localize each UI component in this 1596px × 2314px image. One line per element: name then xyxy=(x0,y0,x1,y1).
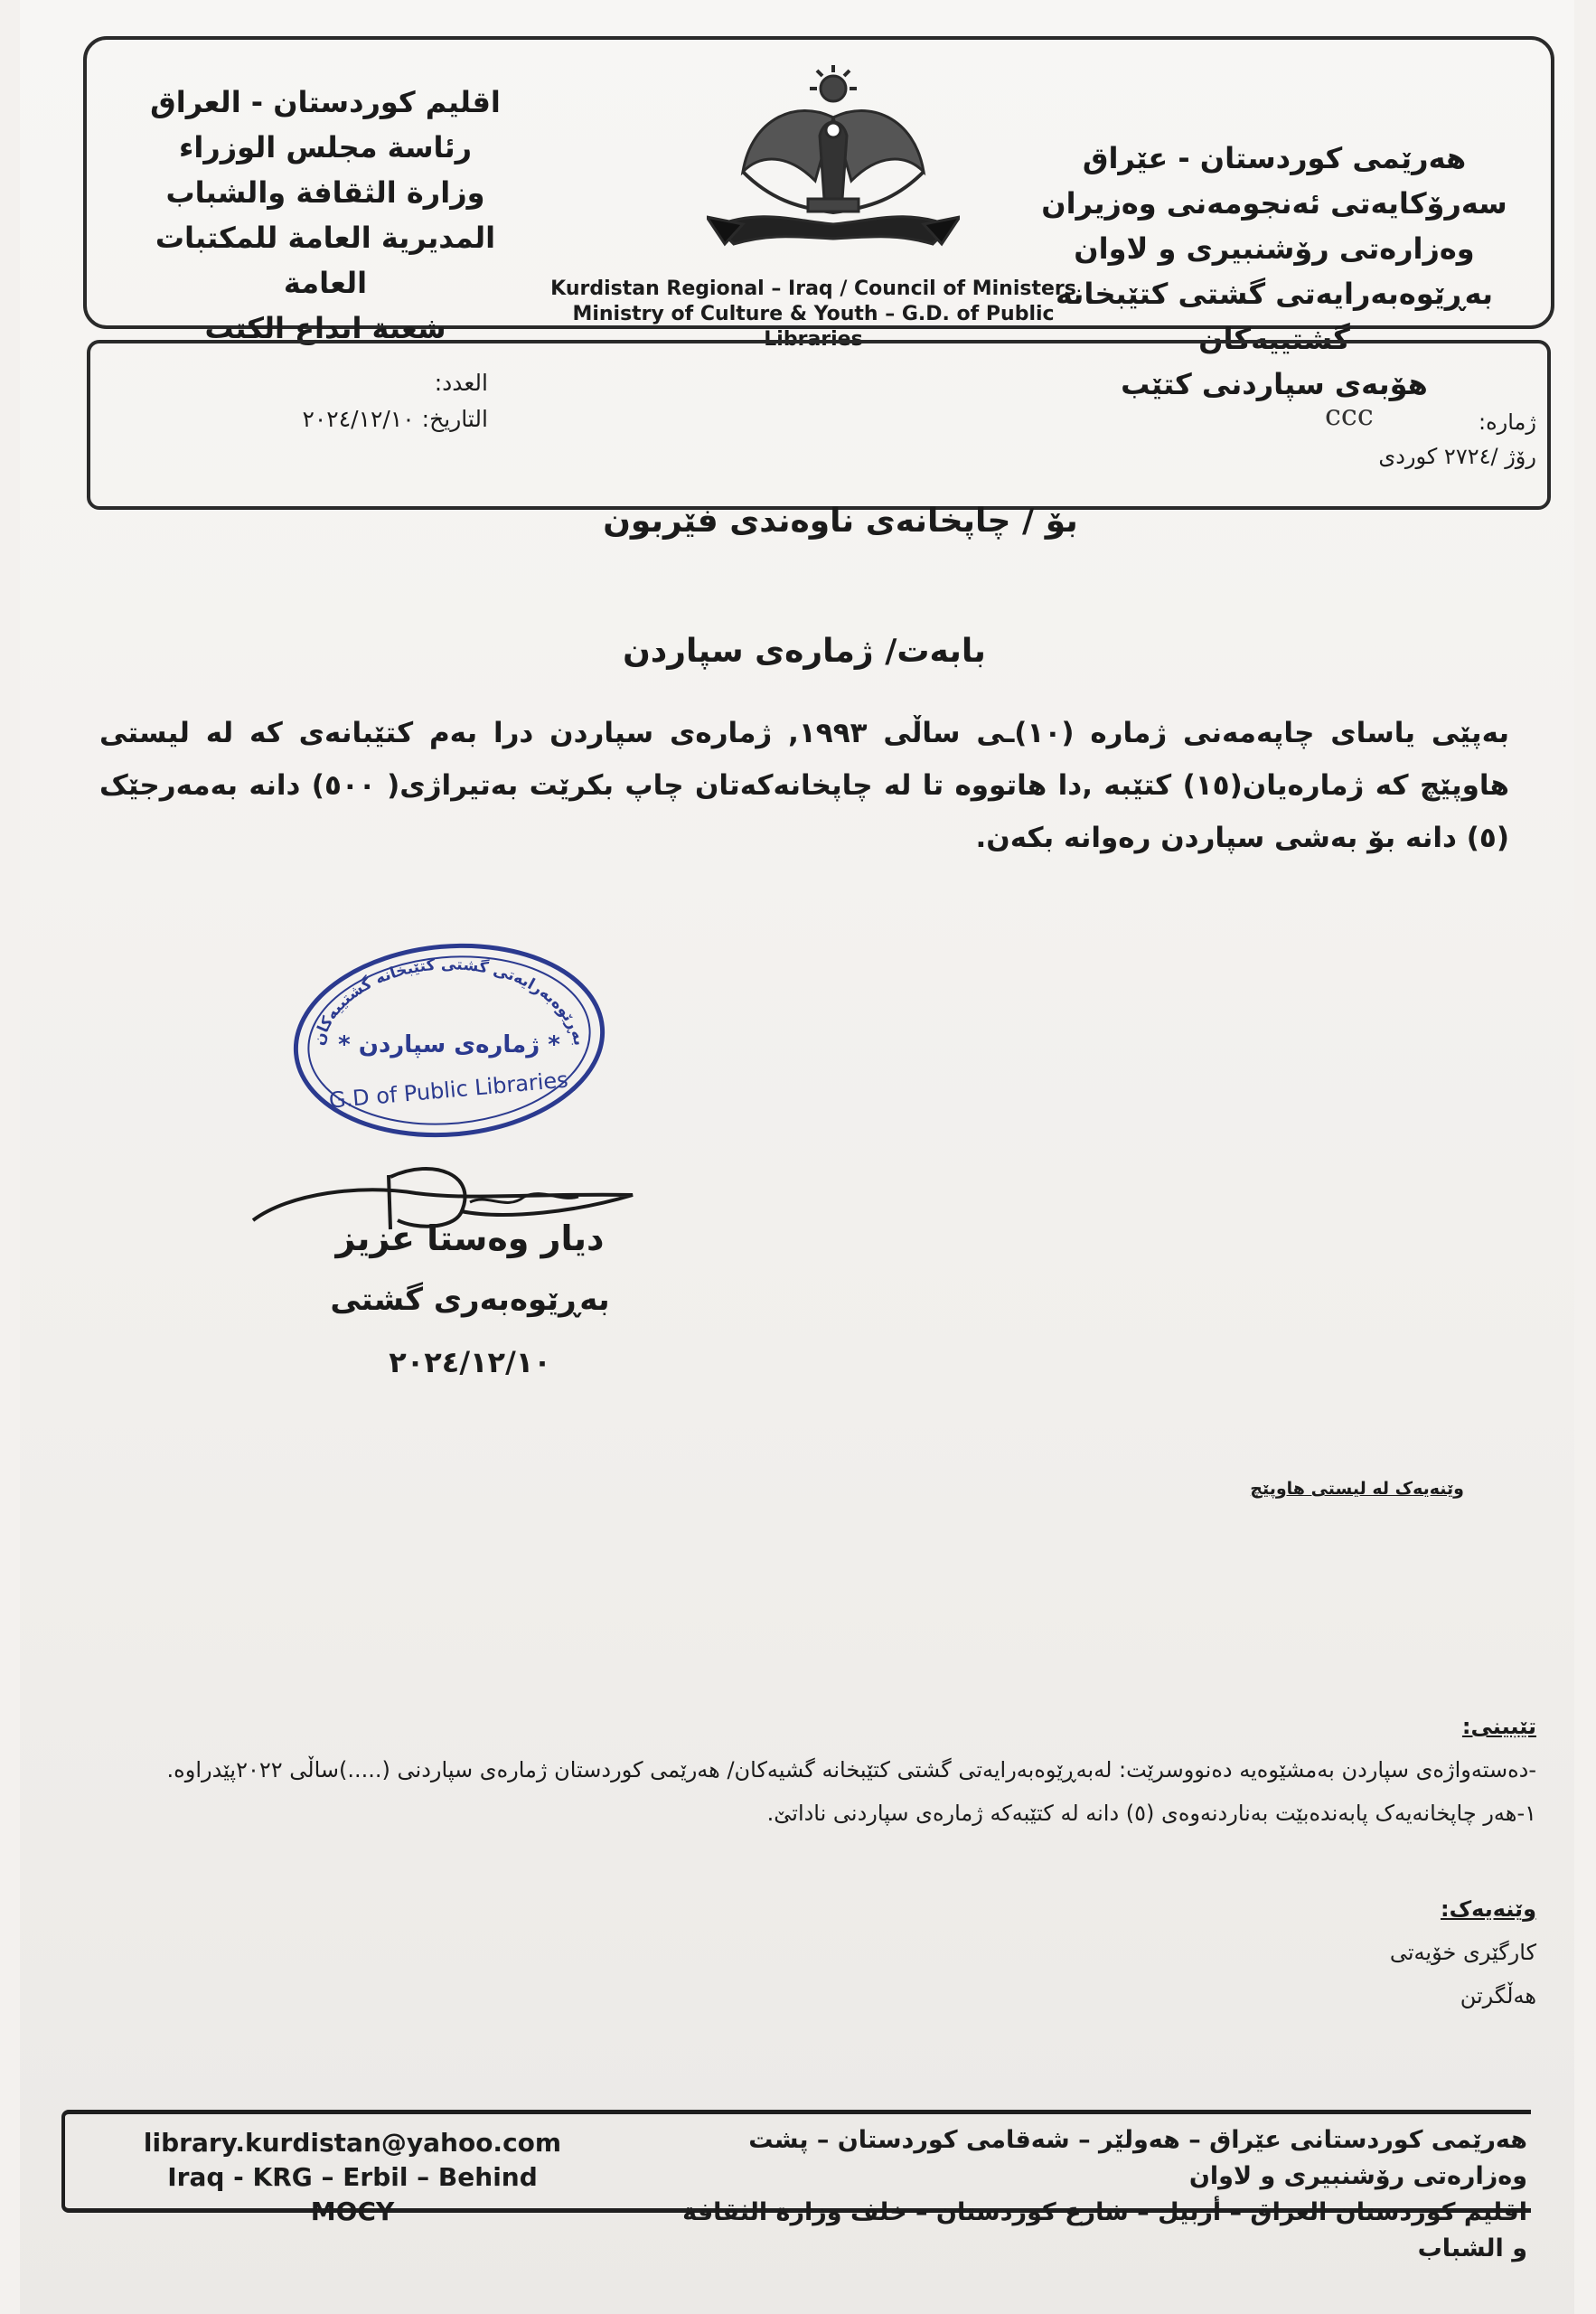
copy-item: کارگێری خۆیەتی xyxy=(1389,1940,1536,1965)
letter-body: بەپێی یاسای چاپەمەنی ژمارە (١٠)ـی ساڵی ١٩٩٣, ژمارەی سپاردن درا بەم کتێبانەی کە لە لیستی هاوپێچ کە ژمارەیان(١٥) کتێبە ,دا هاتووە تا لە چاپخانەکەتان چاپ بکرێت بەتیراژی( ٥٠٠) دانە بەمەرجێک (٥) دانە بۆ بەشی سپاردن رەوانە بکەن. xyxy=(99,717,1510,854)
stamp-middle-text: * ژمارەی سپاردن * xyxy=(338,1031,560,1058)
stamp-bottom-text: G.D of Public Libraries xyxy=(327,1067,569,1114)
footer-email: library.kurdistan@yahoo.com xyxy=(143,2128,562,2158)
official-stamp xyxy=(287,936,611,1144)
number-label-ku: ژمارە: xyxy=(1478,409,1536,435)
english-header-line-2: Ministry of Culture & Youth – G.D. of Public Libraries xyxy=(572,303,1055,351)
signature-date: ٢٠٢٤/١٢/١٠ xyxy=(389,1345,551,1379)
arabic-header-line: المديرية العامة للمكتبات العامة xyxy=(155,221,496,300)
notes-title: تێبینی: xyxy=(1461,1714,1536,1739)
date-label-ku: رۆژ xyxy=(1505,444,1536,469)
date-label-ar: التاريخ: xyxy=(421,406,488,432)
kurdish-header-line: هۆبەی سپاردنی کتێب xyxy=(1121,367,1428,401)
subject-line: بابەت/ ژمارەی سپاردن xyxy=(623,633,986,670)
handwritten-number: ccc xyxy=(1325,398,1374,432)
arabic-reference xyxy=(253,365,488,437)
date-value-ku: /٢٧٢٤ کوردی xyxy=(1378,444,1498,469)
kurdish-reference xyxy=(1247,405,1536,474)
copies-section xyxy=(1175,1887,1536,2018)
kurdish-header-line: بەڕێوەبەرایەتی گشتی کتێبخانە گشتییەکان xyxy=(1056,277,1493,356)
arabic-header-line: اقليم كوردستان - العراق xyxy=(150,85,501,119)
kurdistan-emblem-icon xyxy=(707,63,960,280)
note-line: ١-هەر چاپخانەیەک پابەندەبێت بەناردنەوەی (٥) دانە لە کتێبەکە ژمارەی سپاردنی ناداتێ. xyxy=(766,1801,1536,1826)
footer-address-ar: اقليم كوردستان العراق – أربيل – شارع كوردستان – خلف وزارة الثقافة و الشباب xyxy=(682,2198,1527,2262)
arabic-letterhead xyxy=(117,80,533,351)
kurdish-header-line: هەرێمی کوردستان - عێراق xyxy=(1082,141,1467,175)
note-line: -دەستەواژەی سپاردن بەمشێوەیە دەنووسرێت: لەبەڕێوەبەرایەتی گشتی کتێبخانە گشیەکان/ هەرێمی کوردستان ژمارەی سپاردنی (.....)ساڵی ٢٠٢٢پێدراوە. xyxy=(166,1757,1536,1783)
footer-address-ku: هەرێمی کوردستانی عێراق – هەولێر – شەقامی کوردستان – پشت وەزارەتی رۆشنبیری و لاوان xyxy=(748,2126,1527,2190)
signatory-title: بەڕێوەبەری گشتی xyxy=(330,1282,610,1318)
date-value-ar: ٢٠٢٤/١٢/١٠ xyxy=(302,406,415,432)
english-header-line-1: Kurdistan Regional – Iraq / Council of Ministers xyxy=(550,277,1076,300)
stamp-top-text: بەڕێوەبەرایەتی گشتی کتێبخانە گشتییەکان xyxy=(309,955,589,1048)
arabic-header-line: وزارة الثقافة والشباب xyxy=(165,175,485,210)
copy-item: هەڵگرتن xyxy=(1460,1983,1536,2008)
arabic-header-line: رئاسة مجلس الوزراء xyxy=(179,130,472,165)
recipient-line: بۆ / چاپخانەی ناوەندی فێربون xyxy=(603,503,1078,540)
copies-title: وێنەیەک: xyxy=(1440,1896,1536,1922)
arabic-header-line: شعبة ايداع الكتب xyxy=(204,311,446,345)
footer-contact xyxy=(136,2126,569,2229)
date-line-ar xyxy=(253,401,488,437)
footer-address xyxy=(669,2122,1527,2267)
kurdish-header-line: سەرۆکایەتی ئەنجومەنی وەزیران xyxy=(1041,186,1507,221)
date-line-ku xyxy=(1247,439,1536,474)
number-label-ar: العدد: xyxy=(434,370,488,396)
signatory-name: دیار وەستا عزیز xyxy=(335,1218,605,1258)
kurdish-header-line: وەزارەتی رۆشنبیری و لاوان xyxy=(1074,231,1475,266)
footer-address-en: Iraq - KRG – Erbil – Behind MOCY xyxy=(167,2162,538,2226)
attachment-note: وێنەیەک لە لیستی هاوپێچ xyxy=(1250,1479,1464,1499)
notes-section xyxy=(99,1705,1536,1835)
